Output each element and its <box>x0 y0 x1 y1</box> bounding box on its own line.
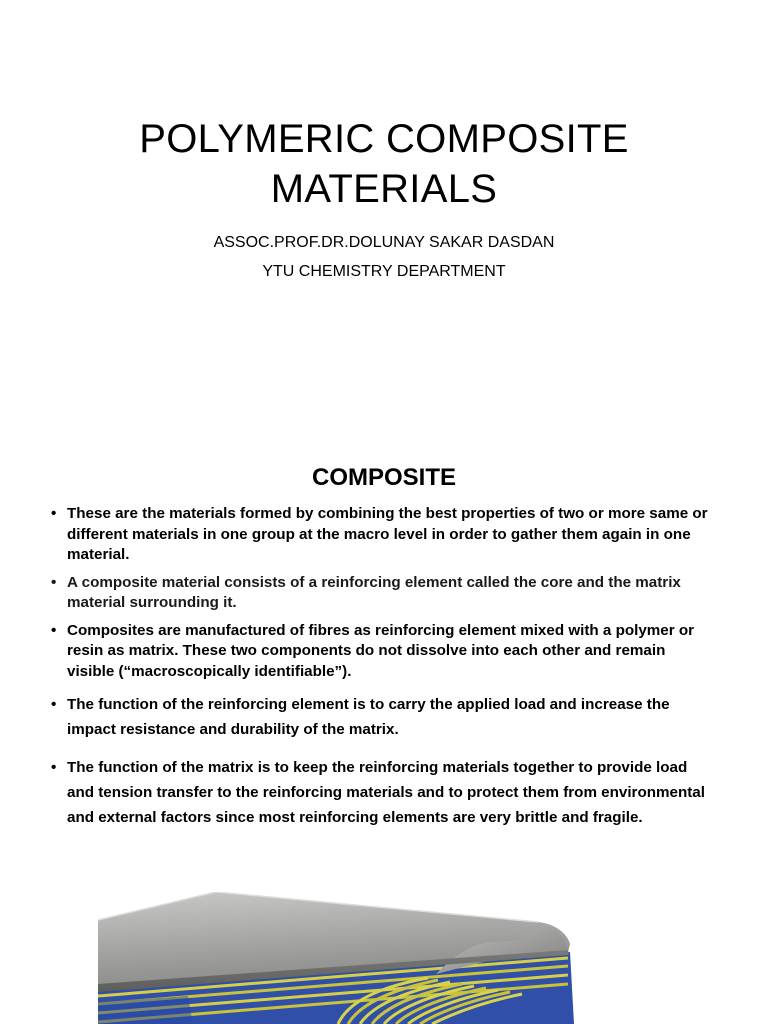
bullet-text: The function of the matrix is to keep the reinforcing materials together to provide load and tension transfer to the reinforcing materials and to protect them from environmental and external factors since most reinforcing elements are very brittle and fragile. <box>67 759 705 826</box>
bullet-icon: • <box>51 759 57 776</box>
bullet-text: Composites are manufactured of fibres as reinforcing element mixed with a polymer or resin as matrix. These two components do not dissolve into each other and remain visible (“macroscopically identifiable”). <box>67 621 695 680</box>
bullet-icon: • <box>51 696 57 713</box>
author-name: ASSOC.PROF.DR.DOLUNAY SAKAR DASDAN <box>213 234 555 251</box>
bullet-icon: • <box>51 505 57 522</box>
bullet-text: These are the materials formed by combining the best properties of two or more same or different materials in one group at the macro level in order to gather them again in one material. <box>67 505 708 563</box>
title-slide <box>0 0 768 440</box>
bullet-text: A composite material consists of a reinforcing element called the core and the matrix material surrounding it. <box>67 573 681 611</box>
title-line-1: POLYMERIC COMPOSITE <box>139 117 629 161</box>
subtitle <box>0 228 768 286</box>
composite-laminate-illustration <box>98 892 574 1024</box>
content-slide <box>0 440 768 1024</box>
bullet-list <box>51 504 711 830</box>
list-item <box>51 573 711 614</box>
slide-heading: COMPOSITE <box>311 464 456 491</box>
list-item <box>51 692 711 742</box>
department-name: YTU CHEMISTRY DEPARTMENT <box>262 263 506 280</box>
bullet-text: The function of the reinforcing element is to carry the applied load and increase the impact resistance and durability of the matrix. <box>67 696 670 738</box>
bullet-icon: • <box>51 573 57 591</box>
list-item <box>51 621 711 683</box>
list-item <box>51 755 711 830</box>
bullet-icon: • <box>51 621 57 639</box>
presentation-title <box>0 114 768 214</box>
list-item <box>51 504 711 566</box>
title-line-2: MATERIALS <box>270 167 498 211</box>
